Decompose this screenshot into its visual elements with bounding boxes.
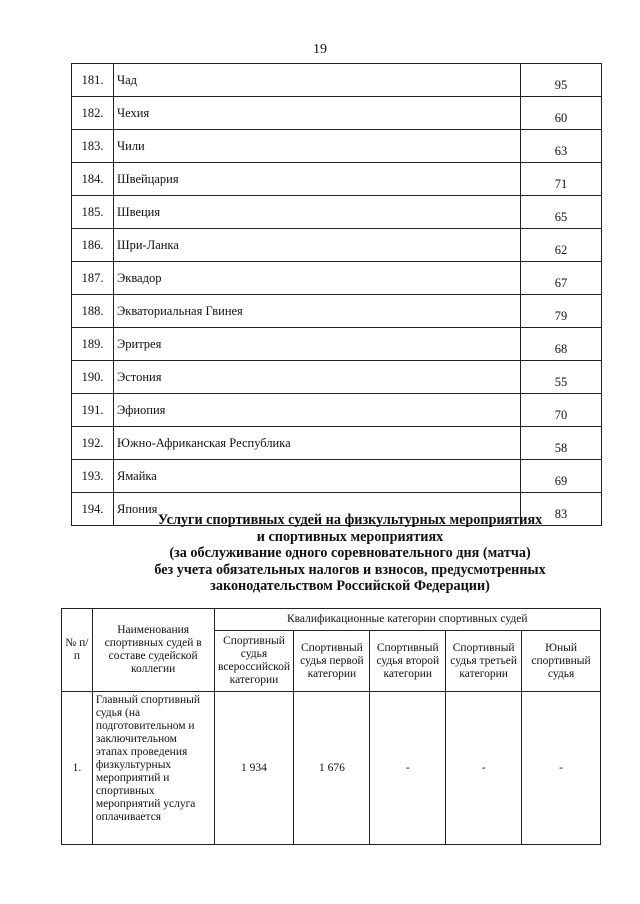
row-value: 55 bbox=[521, 361, 602, 394]
header-category: Спортивный судья всероссийской категории bbox=[214, 631, 294, 692]
header-category: Спортивный судья первой категории bbox=[294, 631, 370, 692]
row-number: 193. bbox=[72, 460, 114, 493]
table-row bbox=[72, 394, 602, 427]
page-number: 19 bbox=[313, 42, 327, 57]
row-number: 191. bbox=[72, 394, 114, 427]
row-value: 63 bbox=[521, 130, 602, 163]
row-value: 69 bbox=[521, 460, 602, 493]
row-rate: 1 676 bbox=[294, 692, 370, 845]
row-number: 187. bbox=[72, 262, 114, 295]
row-value: 79 bbox=[521, 295, 602, 328]
row-country-name: Экваториальная Гвинея bbox=[114, 295, 521, 328]
table-row bbox=[72, 130, 602, 163]
row-rate: 1 934 bbox=[214, 692, 294, 845]
row-number: 194. bbox=[72, 493, 114, 526]
row-country-name: Чад bbox=[114, 64, 521, 97]
row-number: 188. bbox=[72, 295, 114, 328]
table-row bbox=[72, 163, 602, 196]
row-country-name: Швейцария bbox=[114, 163, 521, 196]
heading-line: и спортивных мероприятиях bbox=[256, 528, 444, 545]
row-country-name: Ямайка bbox=[114, 460, 521, 493]
row-value: 65 bbox=[521, 196, 602, 229]
table-row bbox=[72, 229, 602, 262]
row-country-name: Шри-Ланка bbox=[114, 229, 521, 262]
table-row bbox=[72, 196, 602, 229]
table-row bbox=[72, 427, 602, 460]
row-number: 1. bbox=[62, 692, 93, 845]
table-row bbox=[72, 295, 602, 328]
table-row bbox=[72, 97, 602, 130]
heading-line: (за обслуживание одного соревновательного дня (матча) bbox=[169, 545, 531, 561]
row-referee-name: Главный спортивный судья (на подготовительном и заключительном этапах проведения физкультурных мероприятий и спортивных мероприятий услуга оплачивается bbox=[92, 692, 214, 845]
row-number: 186. bbox=[72, 229, 114, 262]
table-row bbox=[72, 328, 602, 361]
heading-line: Услуги спортивных судей на физкультурных мероприятиях bbox=[157, 512, 543, 528]
row-number: 182. bbox=[72, 97, 114, 130]
row-number: 181. bbox=[72, 64, 114, 97]
row-country-name: Эквадор bbox=[114, 262, 521, 295]
row-number: 192. bbox=[72, 427, 114, 460]
row-country-name: Швеция bbox=[114, 196, 521, 229]
row-value: 70 bbox=[521, 394, 602, 427]
row-country-name: Эритрея bbox=[114, 328, 521, 361]
table-row bbox=[72, 361, 602, 394]
row-country-name: Чили bbox=[114, 130, 521, 163]
row-value: 68 bbox=[521, 328, 602, 361]
row-value: 60 bbox=[521, 97, 602, 130]
header-category: Спортивный судья второй категории bbox=[370, 631, 446, 692]
row-value: 71 bbox=[521, 163, 602, 196]
table-row bbox=[72, 460, 602, 493]
row-number: 185. bbox=[72, 196, 114, 229]
row-value: 83 bbox=[521, 493, 602, 526]
row-rate: - bbox=[446, 692, 522, 845]
row-number: 184. bbox=[72, 163, 114, 196]
header-category: Спортивный судья третьей категории bbox=[446, 631, 522, 692]
row-value: 67 bbox=[521, 262, 602, 295]
header-number: № п/п bbox=[62, 609, 93, 692]
row-number: 189. bbox=[72, 328, 114, 361]
row-rate: - bbox=[522, 692, 601, 845]
countries-table bbox=[71, 63, 602, 526]
row-country-name: Эстония bbox=[114, 361, 521, 394]
row-number: 190. bbox=[72, 361, 114, 394]
referee-rates-table bbox=[61, 608, 601, 845]
header-category: Юный спортивный судья bbox=[522, 631, 601, 692]
row-value: 95 bbox=[521, 64, 602, 97]
row-country-name: Эфиопия bbox=[114, 394, 521, 427]
heading-line: без учета обязательных налогов и взносов, предусмотренных bbox=[154, 561, 546, 578]
table-row bbox=[72, 262, 602, 295]
heading-line: законодательством Российской Федерации) bbox=[210, 578, 490, 594]
header-category-group: Квалификационные категории спортивных судей bbox=[214, 609, 601, 631]
table-row bbox=[62, 692, 601, 845]
row-rate: - bbox=[370, 692, 446, 845]
row-value: 58 bbox=[521, 427, 602, 460]
row-country-name: Япония bbox=[114, 493, 521, 526]
row-value: 62 bbox=[521, 229, 602, 262]
table-row bbox=[72, 64, 602, 97]
row-number: 183. bbox=[72, 130, 114, 163]
section-heading bbox=[100, 512, 600, 595]
row-country-name: Южно-Африканская Республика bbox=[114, 427, 521, 460]
row-country-name: Чехия bbox=[114, 97, 521, 130]
header-referee-name: Наименования спортивных судей в составе судейской коллегии bbox=[92, 609, 214, 692]
